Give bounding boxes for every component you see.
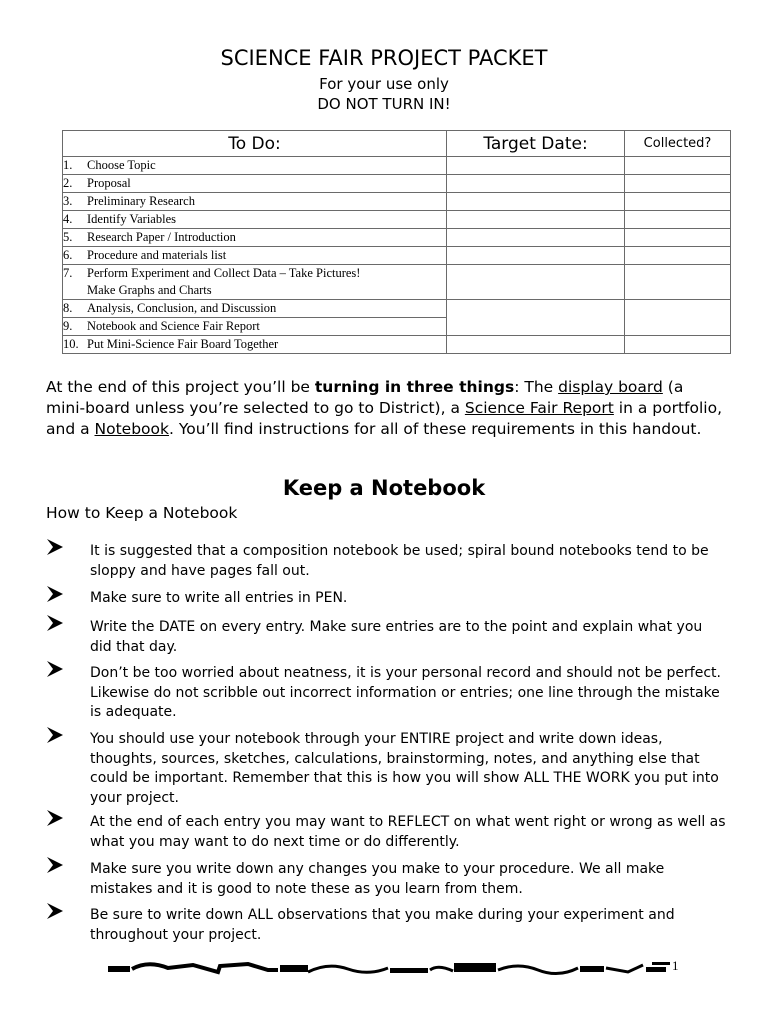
list-item-text: Make sure to write all entries in PEN. [90, 590, 348, 606]
list-item-text: Write the DATE on every entry. Make sure entries are to the point and explain what you did that day. [90, 619, 703, 655]
task-number: 2. [63, 176, 73, 190]
section-heading: Keep a Notebook [282, 476, 486, 500]
table-row [63, 265, 731, 300]
collected-cell[interactable] [625, 336, 731, 354]
task-text: Identify Variables [87, 212, 176, 226]
collected-cell[interactable] [625, 193, 731, 211]
collected-cell[interactable] [625, 247, 731, 265]
target-date-cell[interactable] [447, 247, 625, 265]
target-date-cell[interactable] [447, 229, 625, 247]
list-item [46, 860, 726, 899]
arrow-bullet-icon [46, 585, 64, 603]
table-row [63, 157, 731, 175]
table-row [63, 175, 731, 193]
task-text-continued: Make Graphs and Charts [87, 283, 212, 297]
task-number: 8. [63, 301, 73, 315]
task-text: Notebook and Science Fair Report [87, 319, 260, 333]
task-text: Analysis, Conclusion, and Discussion [87, 301, 277, 315]
intro-text: (a mini-board unless you’re selected to go to District), a [46, 378, 684, 417]
list-item [46, 813, 726, 852]
task-number: 5. [63, 230, 73, 244]
intro-text: in a portfolio, and a [46, 399, 723, 438]
target-date-column-header: Target Date: [447, 131, 625, 157]
notebook-term: Notebook [94, 420, 169, 438]
task-text: Put Mini-Science Fair Board Together [87, 337, 279, 351]
intro-text: : The [514, 378, 559, 396]
report-term: Science Fair Report [464, 399, 614, 417]
task-number: 4. [63, 212, 73, 226]
arrow-bullet-icon [46, 726, 64, 744]
decorative-footer-border [108, 960, 676, 976]
list-item [46, 589, 726, 609]
page-number: 1 [672, 958, 679, 973]
display-board-term: display board [558, 378, 663, 396]
task-cell [63, 300, 447, 318]
arrow-bullet-icon [46, 614, 64, 632]
arrow-bullet-icon [46, 538, 64, 556]
table-row [63, 193, 731, 211]
table-row [63, 211, 731, 229]
page-subtitle-warning: DO NOT TURN IN! [317, 95, 451, 113]
collected-cell[interactable] [625, 229, 731, 247]
list-item-text: It is suggested that a composition notebook be used; spiral bound notebooks tend to be sloppy and have pages fall out. [90, 543, 709, 579]
table-row [63, 229, 731, 247]
table-header-row [63, 131, 731, 157]
collected-column-header: Collected? [625, 131, 731, 157]
arrow-bullet-icon [46, 856, 64, 874]
task-cell [63, 211, 447, 229]
arrow-bullet-icon [46, 902, 64, 920]
table-row [63, 300, 731, 318]
list-item-text: At the end of each entry you may want to REFLECT on what went right or wrong as well as what you may want to do next time or do differently. [90, 814, 726, 850]
target-date-cell[interactable] [447, 336, 625, 354]
task-cell [63, 175, 447, 193]
list-item [46, 618, 726, 657]
target-date-cell[interactable] [447, 175, 625, 193]
task-text: Choose Topic [87, 158, 156, 172]
task-text: Research Paper / Introduction [87, 230, 236, 244]
target-date-cell[interactable] [447, 265, 625, 300]
collected-cell[interactable] [625, 265, 731, 300]
task-text: Perform Experiment and Collect Data – Take Pictures! [87, 266, 361, 280]
task-number: 6. [63, 248, 73, 262]
target-date-cell[interactable] [447, 300, 625, 336]
list-item [46, 664, 726, 723]
todo-table [62, 130, 731, 354]
task-number: 7. [63, 266, 73, 280]
collected-cell[interactable] [625, 175, 731, 193]
task-number: 3. [63, 194, 73, 208]
intro-text: At the end of this project you’ll be [46, 378, 315, 396]
collected-cell[interactable] [625, 211, 731, 229]
list-item-text: Don’t be too worried about neatness, it is your personal record and should not be perfect. Likewise do not scribble out incorrect information or entries; one line through the mistake is adequate. [90, 665, 721, 720]
page-subtitle-use: For your use only [319, 75, 449, 93]
task-cell [63, 336, 447, 354]
intro-emphasis: turning in three things [314, 378, 515, 396]
list-item-text: Be sure to write down ALL observations that you make during your experiment and throughout your project. [90, 907, 675, 943]
list-item [46, 730, 726, 808]
table-row [63, 247, 731, 265]
page-title: SCIENCE FAIR PROJECT PACKET [220, 46, 548, 70]
task-number: 10. [63, 337, 79, 351]
task-number: 1. [63, 158, 73, 172]
intro-text: . You’ll find instructions for all of these requirements in this handout. [169, 420, 702, 438]
task-number: 9. [63, 319, 73, 333]
arrow-bullet-icon [46, 660, 64, 678]
list-item-text: Make sure you write down any changes you make to your procedure. We all make mistakes and it is good to note these as you learn from them. [90, 861, 665, 897]
task-cell [63, 157, 447, 175]
task-cell [63, 265, 447, 300]
list-item [46, 542, 726, 581]
task-text: Proposal [87, 176, 131, 190]
task-cell [63, 229, 447, 247]
task-cell [63, 318, 447, 336]
task-cell [63, 193, 447, 211]
table-row [63, 336, 731, 354]
task-text: Preliminary Research [87, 194, 195, 208]
section-subheading: How to Keep a Notebook [46, 504, 238, 522]
target-date-cell[interactable] [447, 193, 625, 211]
list-item [46, 906, 726, 945]
task-text: Procedure and materials list [87, 248, 227, 262]
intro-paragraph [46, 377, 726, 440]
target-date-cell[interactable] [447, 157, 625, 175]
task-cell [63, 247, 447, 265]
collected-cell[interactable] [625, 157, 731, 175]
list-item-text: You should use your notebook through your ENTIRE project and write down ideas, thoughts, sources, sketches, calculations, brainstorming, notes, and anything else that could be important. Remember that this is how you will show ALL THE WORK you put into your project. [90, 731, 719, 806]
todo-column-header: To Do: [63, 131, 447, 157]
target-date-cell[interactable] [447, 211, 625, 229]
arrow-bullet-icon [46, 809, 64, 827]
collected-cell[interactable] [625, 300, 731, 336]
